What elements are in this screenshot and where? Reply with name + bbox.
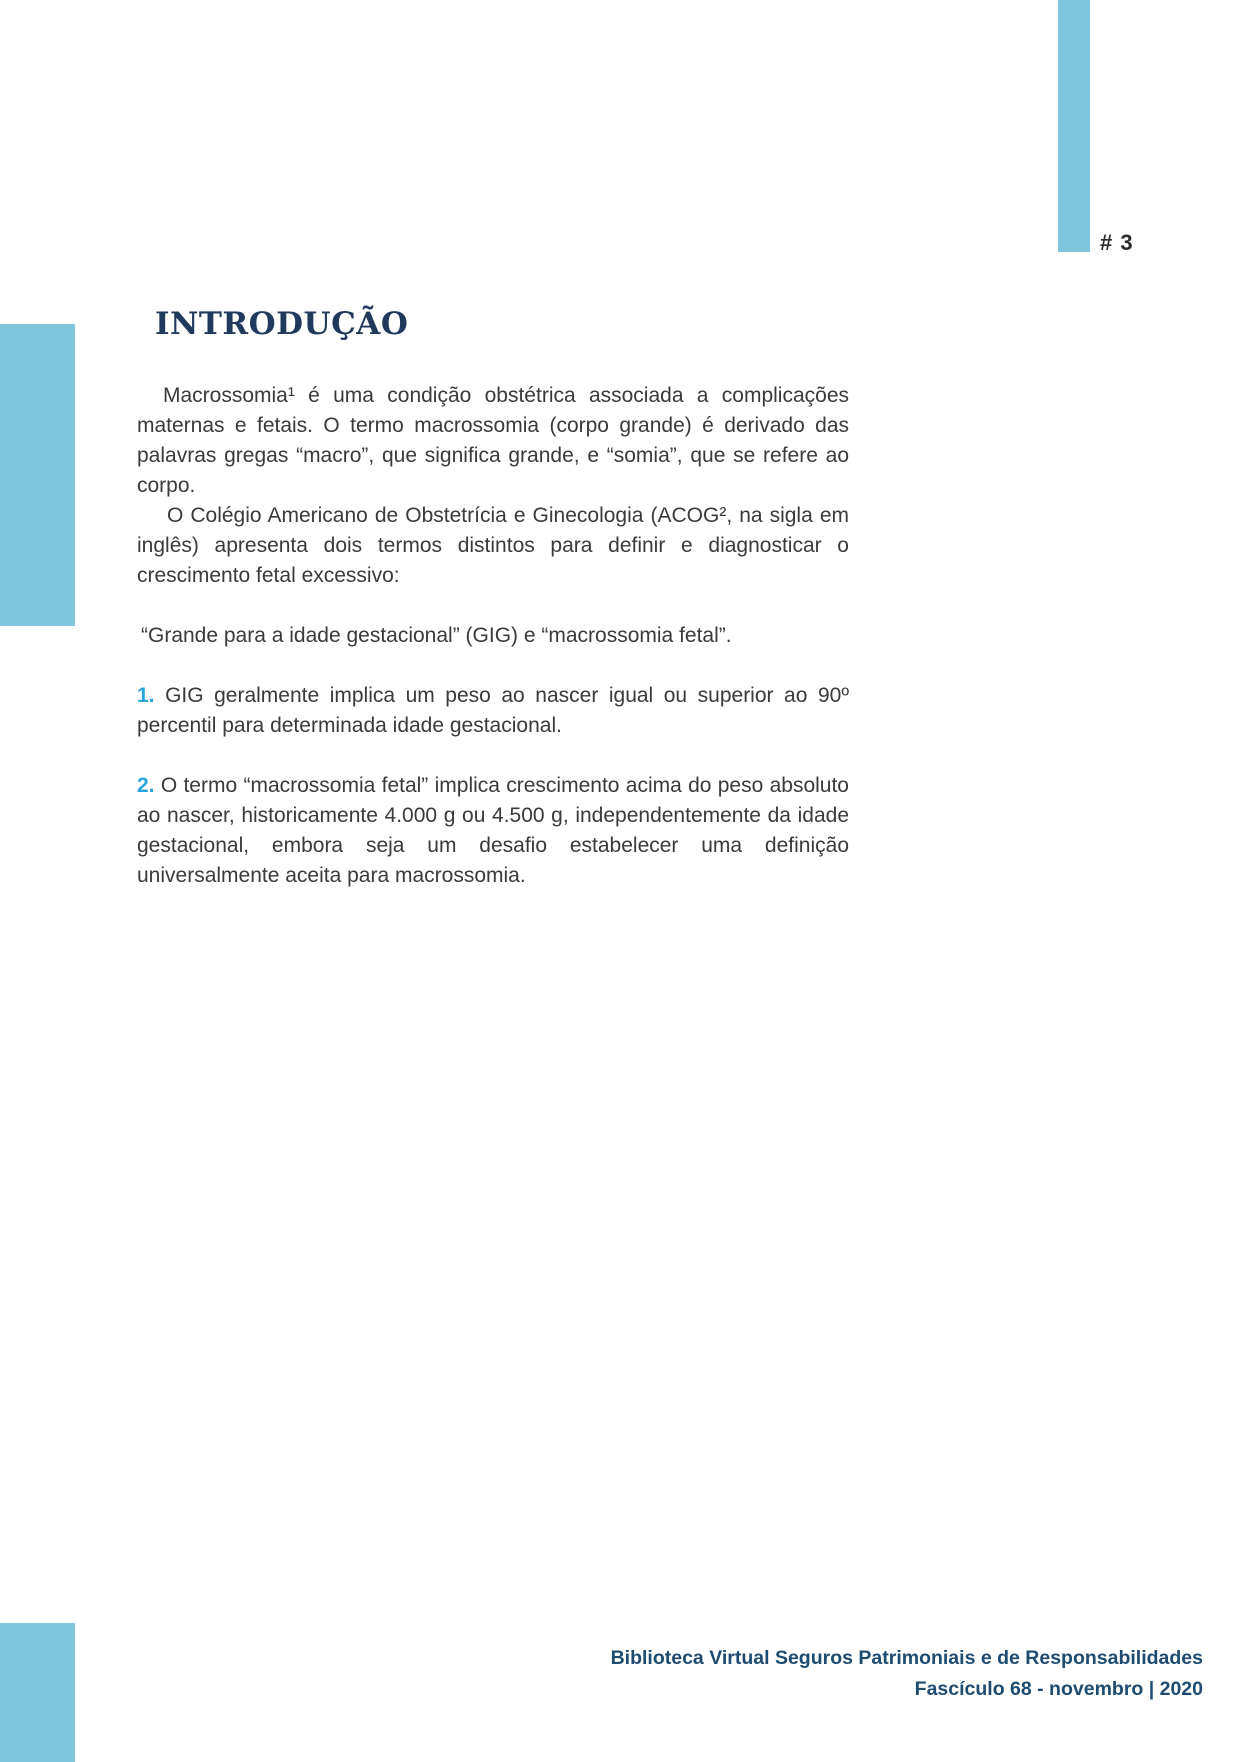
list-item-1-number: 1. xyxy=(137,684,155,708)
page-title: INTRODUÇÃO xyxy=(155,306,409,342)
list-item-2 xyxy=(137,771,849,891)
main-content xyxy=(137,306,849,891)
footer-issue-info: Fascículo 68 - novembro | 2020 xyxy=(914,1678,1203,1700)
accent-bar-top-right xyxy=(1058,0,1090,252)
page-number: # 3 xyxy=(1100,230,1134,255)
list-item-2-number: 2. xyxy=(137,774,155,798)
footer-publication-title: Biblioteca Virtual Seguros Patrimoniais e de Responsabilidades xyxy=(610,1647,1203,1669)
intro-paragraph-1: Macrossomia¹ é uma condição obstétrica associada a complicações maternas e fetais. O termo macrossomia (corpo grande) é derivado das palavras gregas “macro”, que significa grande, e “somia”, que se refere ao corpo. xyxy=(137,384,849,498)
list-item-2-text: O termo “macrossomia fetal” implica crescimento acima do peso absoluto ao nascer, historicamente 4.000 g ou 4.500 g, independentemente da idade gestacional, embora seja um desafio estabelecer uma definição universalmente aceita para macrossomia. xyxy=(137,774,849,888)
list-item-1 xyxy=(137,681,849,741)
accent-block-bottom-left xyxy=(0,1623,75,1762)
intro-paragraph-2: O Colégio Americano de Obstetrícia e Ginecologia (ACOG², na sigla em inglês) apresenta dois termos distintos para definir e diagnosticar o crescimento fetal excessivo: xyxy=(137,504,849,588)
definition-quote: “Grande para a idade gestacional” (GIG) e “macrossomia fetal”. xyxy=(141,624,732,648)
accent-bar-left xyxy=(0,324,75,626)
list-item-1-text: GIG geralmente implica um peso ao nascer igual ou superior ao 90º percentil para determinada idade gestacional. xyxy=(137,684,849,738)
page-footer xyxy=(611,1643,1203,1705)
